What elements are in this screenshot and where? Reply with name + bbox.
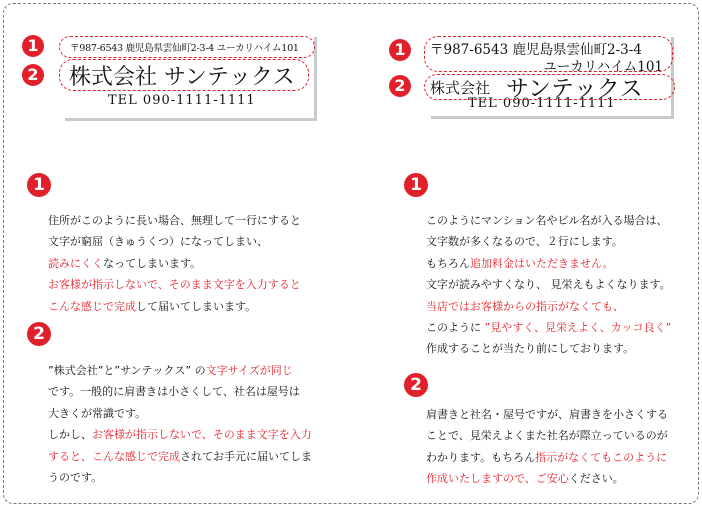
body-text: 文字が窮屈（きゅうくつ）になってしまい、	[48, 235, 268, 249]
body-text: 文字が読みやすくなり、 見栄えもよくなります。	[426, 278, 671, 292]
highlight-text: 指示がなくてもこのように	[535, 450, 668, 464]
text-line	[48, 360, 312, 381]
body-text: わかります。もちろん	[426, 450, 536, 464]
right-address-ring	[424, 36, 673, 72]
body-text: しかし、	[48, 428, 92, 442]
text-line	[48, 274, 301, 295]
right-stamp-company-large: サンテックス	[506, 76, 643, 102]
body-text: です。一般的に肩書きは小さくして、社名は屋号は	[48, 385, 300, 399]
body-text: うのです。	[48, 471, 103, 485]
text-line	[426, 210, 671, 231]
highlight-text: 追加料金はいただきません。	[470, 256, 614, 270]
text-line	[426, 296, 671, 317]
text-line	[426, 253, 671, 274]
text-line	[48, 381, 312, 402]
body-text: ことで、見栄えよくまた社名が際立っているのが	[426, 429, 668, 443]
body-text: して届いてしまいます。	[136, 299, 257, 313]
text-line	[426, 231, 671, 252]
left-section2-text	[48, 360, 312, 488]
body-text: 文字数が多くなるので、２行にします。	[426, 235, 623, 249]
highlight-text: すると、こんな感じで完成	[48, 449, 180, 463]
text-line	[426, 338, 671, 359]
left-section2-number: 2	[27, 322, 51, 346]
body-text: 肩書きと社名・屋号ですが、肩書きを小さくする	[426, 408, 668, 421]
left-company-ring	[59, 59, 309, 91]
text-line	[48, 403, 312, 424]
text-line	[48, 253, 301, 274]
text-line	[426, 468, 668, 489]
left-section1-number: 1	[27, 173, 51, 197]
right-section1-number: 1	[404, 173, 428, 197]
text-line	[426, 425, 668, 446]
right-stamp-company-small: 株式会社	[430, 79, 491, 97]
left-marker-1: 1	[22, 35, 44, 57]
text-line	[426, 447, 668, 468]
right-marker-1: 1	[389, 39, 411, 61]
highlight-text: お客様が指示しないで、そのまま文字を入力	[92, 428, 312, 442]
left-marker-2: 2	[22, 64, 44, 86]
body-text: 大きくが常識です。	[48, 406, 147, 420]
body-text: 作成することが当たり前にしております。	[426, 342, 635, 356]
highlight-text: 作成いたしますので、ご安心	[426, 472, 569, 486]
highlight-text: 当店ではお客様からの指示がなくても、	[426, 299, 624, 313]
right-stamp-address-line1: 〒987-6543 鹿児島県雲仙町2-3-4	[430, 42, 642, 58]
body-text: このようにマンション名やビル名が入る場合は、	[426, 214, 668, 227]
highlight-text: 文字サイズが同じ	[205, 364, 293, 377]
text-line	[426, 404, 668, 425]
left-stamp-tel: TEL 090-1111-1111	[108, 93, 256, 108]
body-text: されてお手元に届いてしま	[180, 449, 312, 463]
right-marker-2: 2	[389, 75, 411, 97]
highlight-text: 読みにくく	[48, 256, 103, 270]
body-text: もちろん	[426, 256, 470, 270]
text-line	[48, 296, 301, 317]
text-line	[48, 424, 312, 445]
right-stamp-tel: TEL 090-1111-1111	[468, 96, 616, 111]
body-text: なってしまいます。	[103, 256, 202, 270]
right-section2-text	[426, 404, 668, 490]
highlight-text: お客様が指示しないで、そのまま文字を入力すると	[48, 278, 301, 292]
right-section2-number: 2	[404, 373, 428, 397]
body-text: ください。	[568, 472, 624, 486]
right-stamp-address-line2: ユーカリハイム101	[543, 59, 663, 75]
text-line	[426, 317, 671, 338]
left-section1-text	[48, 210, 301, 317]
right-section1-text	[426, 210, 671, 360]
text-line	[426, 274, 671, 295]
highlight-text: こんな感じで完成	[48, 299, 136, 313]
text-line	[48, 210, 301, 231]
body-text: ”株式会社”と”サンテックス” の	[48, 364, 206, 377]
text-line	[48, 467, 312, 488]
highlight-text: ”見やすく、見栄えよく、カッコ良く”	[484, 321, 672, 335]
left-stamp-company: 株式会社 サンテックス	[69, 65, 295, 90]
left-address-ring	[59, 36, 315, 58]
left-stamp-address: 〒987-6543 鹿児島県雲仙町2-3-4 ユーカリハイム101	[70, 43, 299, 54]
body-text: このように	[426, 321, 485, 335]
text-line	[48, 446, 312, 467]
right-company-ring	[424, 74, 675, 100]
body-text: 住所がこのように長い場合、無理して一行にすると	[48, 214, 301, 227]
text-line	[48, 231, 301, 252]
